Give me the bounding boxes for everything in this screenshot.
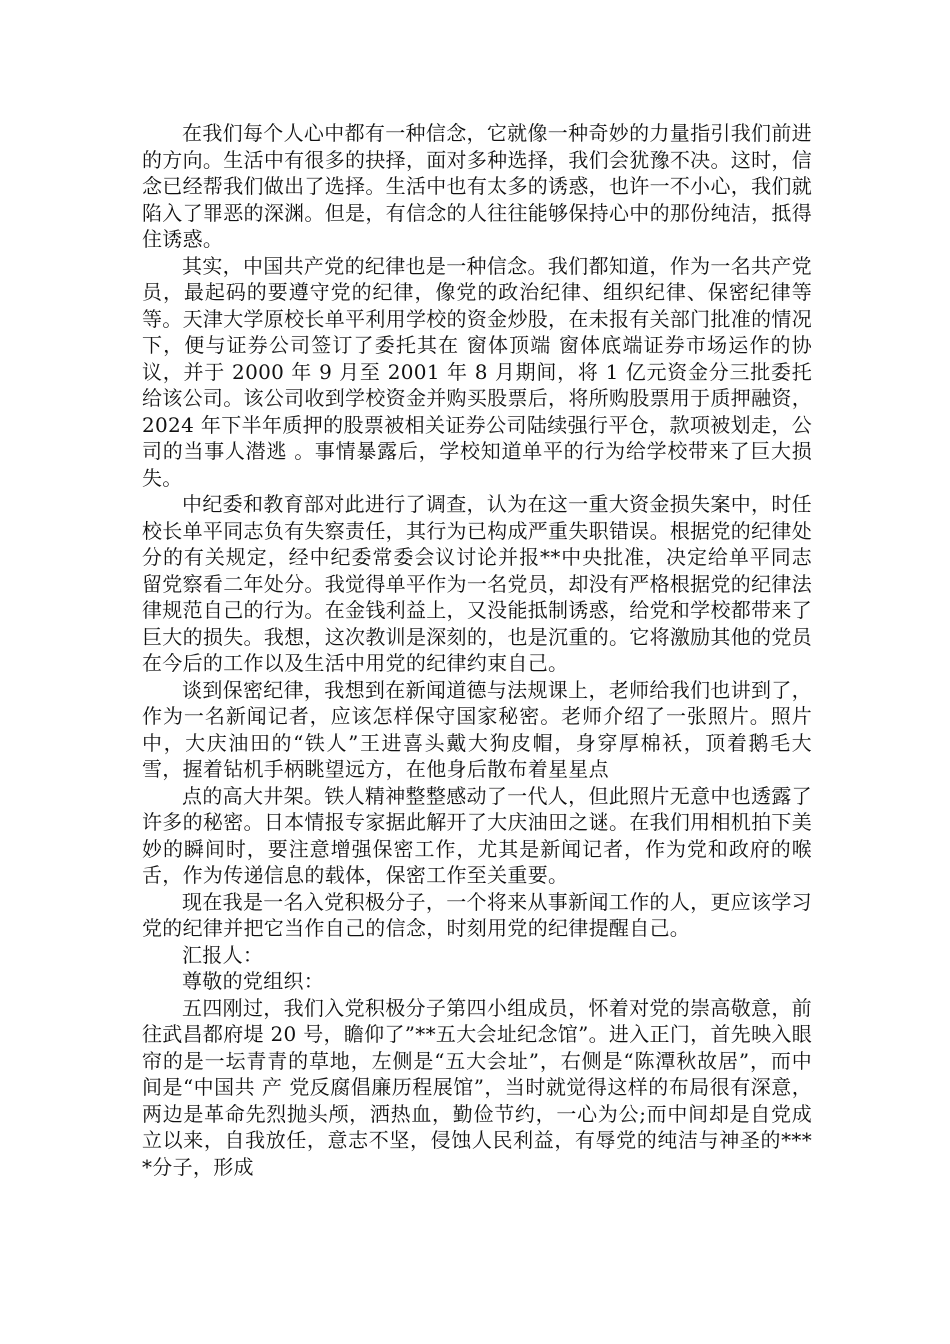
paragraph-investigation: 中纪委和教育部对此进行了调查，认为在这一重大资金损失案中，时任校长单平同志负有失察责任，其行为已构成严重失职错误。根据党的纪律处分的有关规定，经中纪委常委会议讨论并报**中央批准，决定给单平同志留党察看二年处分。我觉得单平作为一名党员，却没有严格根据党的纪律法律规范自己的行为。在金钱利益上，又没能抵制诱惑，给党和学校都带来了巨大的损失。我想，这次教训是深刻的，也是沉重的。它将激励其他的党员在今后的工作以及生活中用党的纪律约束自己。 xyxy=(142,492,812,675)
document-body xyxy=(142,120,812,1180)
paragraph-confidentiality: 谈到保密纪律，我想到在新闻道德与法规课上，老师给我们也讲到了，作为一名新闻记者，应该怎样保守国家秘密。老师介绍了一张照片。照片中，大庆油田的“铁人”王进喜头戴大狗皮帽，身穿厚棉袄，顶着鹅毛大雪，握着钻机手柄眺望远方，在他身后散布着星星点 xyxy=(142,677,812,781)
paragraph-memorial-visit: 五四刚过，我们入党积极分子第四小组成员，怀着对党的崇高敬意，前往武昌都府堤 20 号，瞻仰了”**五大会址纪念馆”。进入正门，首先映入眼帘的是一坛青青的草地，左侧是“五大会址”，右侧是“陈潭秋故居”，而中间是“中国共 产 党反腐倡廉历程展馆”，当时就觉得这样的布局很有深意，两边是革命先烈抛头颅，洒热血，勤俭节约，一心为公;而中间却是自党成立以来，自我放任，意志不坚，侵蚀人民利益，有辱党的纯洁与神圣的****分子，形成 xyxy=(142,995,812,1179)
paragraph-belief: 在我们每个人心中都有一种信念，它就像一种奇妙的力量指引我们前进的方向。生活中有很多的抉择，面对多种选择，我们会犹豫不决。这时，信念已经帮我们做出了选择。生活中也有太多的诱惑，也许一不小心，我们就陷入了罪恶的深渊。但是，有信念的人往往能够保持心中的那份纯洁，抵得住诱惑。 xyxy=(142,121,812,251)
paragraph-party-discipline: 其实，中国共产党的纪律也是一种信念。我们都知道，作为一名共产党员，最起码的要遵守党的纪律，像党的政治纪律、组织纪律、保密纪律等等。天津大学原校长单平利用学校的资金炒股，在未报有关部门批准的情况下，便与证券公司签订了委托其在 窗体顶端 窗体底端证券市场运作的协议，并于 2000 年 9 月至 2001 年 8 月期间，将 1 亿元资金分三批委托给该公司。该公司收到学校资金并购买股票后，将所购股票用于质押融资，2024 年下半年质押的股票被相关证券公司陆续强行平仓，款项被划走，公司的当事人潜逃 。事情暴露后，学校知道单平的行为给学校带来了巨大损失。 xyxy=(142,253,812,490)
reporter-label: 汇报人： xyxy=(182,942,264,967)
salutation: 尊敬的党组织： xyxy=(182,969,325,993)
paragraph-oilfield-photo: 点的高大井架。铁人精神整整感动了一代人，但此照片无意中也透露了许多的秘密。日本情报专家据此解开了大庆油田之谜。在我们用相机拍下美妙的瞬间时，要注意增强保密工作，尤其是新闻记者，作为党和政府的喉舌，作为传递信息的载体，保密工作至关重要。 xyxy=(142,783,812,887)
paragraph-conclusion: 现在我是一名入党积极分子，一个将来从事新闻工作的人，更应该学习党的纪律并把它当作自己的信念，时刻用党的纪律提醒自己。 xyxy=(142,889,812,940)
